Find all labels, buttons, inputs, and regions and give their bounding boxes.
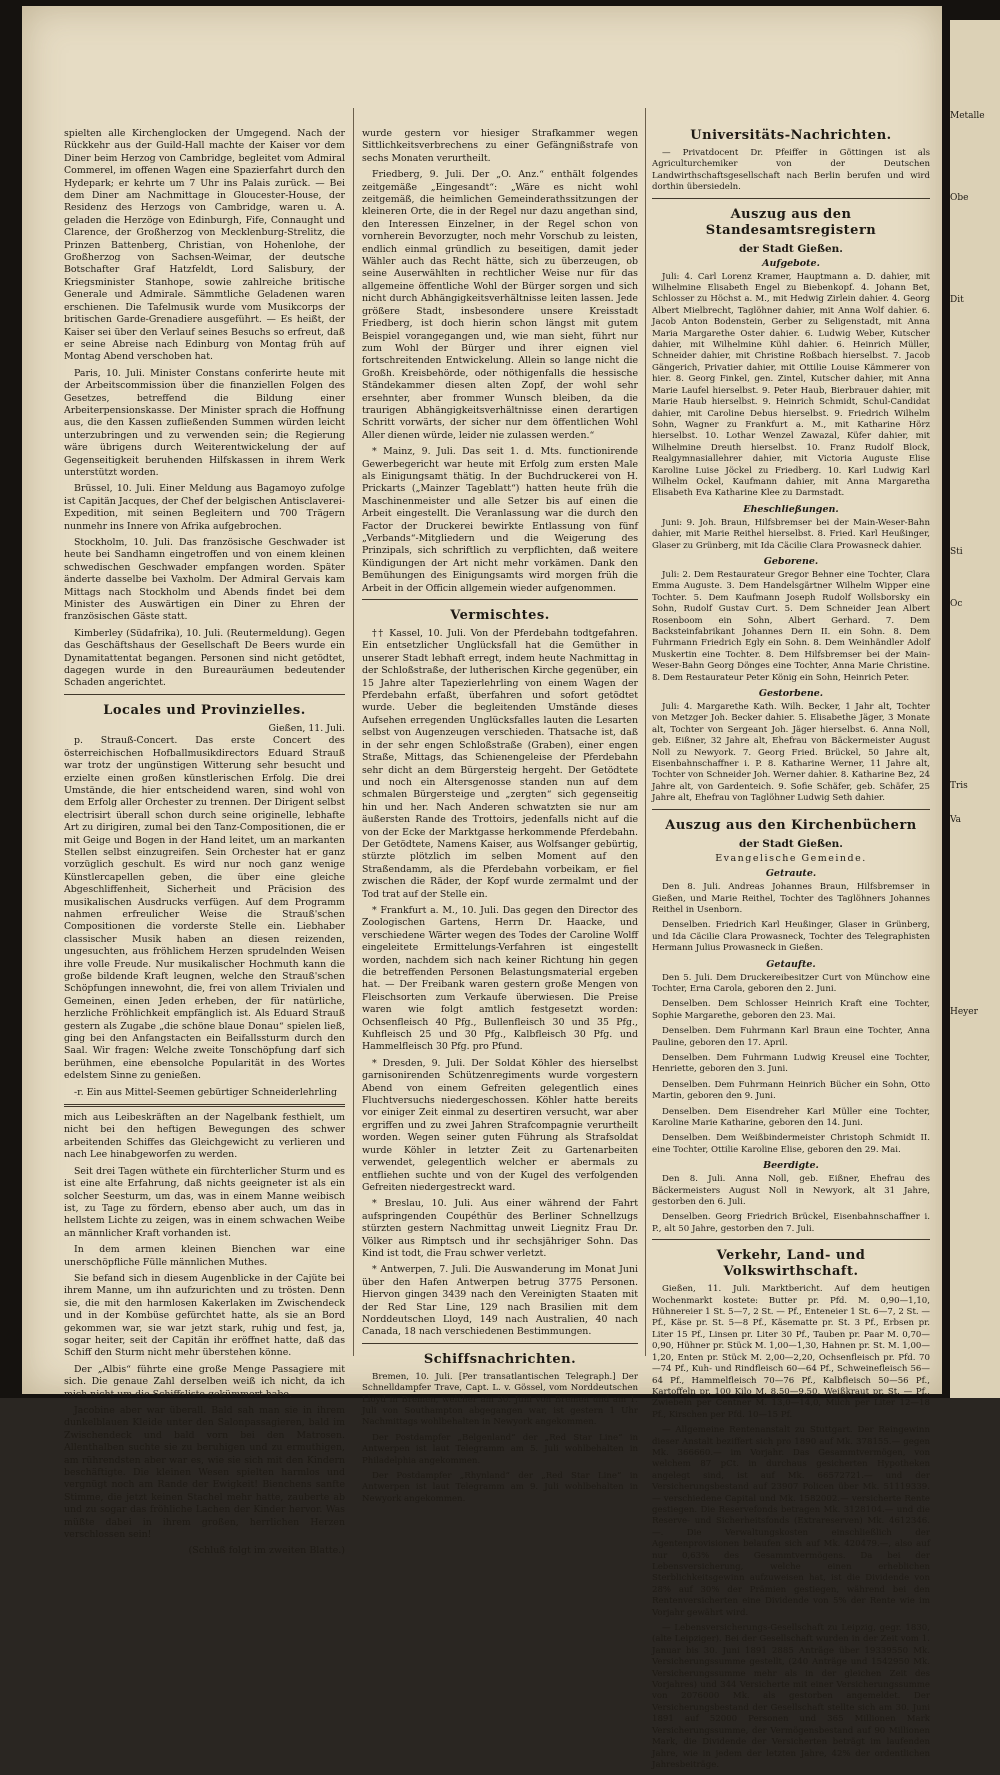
section-heading-locales: Locales und Provinzielles. (103, 702, 306, 718)
church-entry: Denselben. Dem Weißbindermeister Christoph Schmidt II. eine Tochter, Ottilie Karoline Elise, geboren den 29. Mai. (652, 1133, 930, 1155)
feuilleton-paragraph: Sie befand sich in diesem Augenblicke in der Cajüte bei ihrem Manne, um ihn aufzurichten und zu trösten. Denn sie, die mit den harmlosen Kakerlaken im Zwischendeck und in der Kombüse gefürchtet hatte, als sie an Bord gekommen war, sie war jetzt stark, ruhig und fest, ja, sogar heiter, seit der Capitän ihr eröffnet hatte, daß das Schiff den Sturm nicht mehr überstehen könne. (64, 1272, 345, 1359)
article-london-continued: spielten alle Kirchenglocken der Umgegend. Nach der Rückkehr aus der Guild-Hall machte der Kaiser vor dem Diner beim Herzog von Cambridge, begleitet vom Admiral Commerel, im offenen Wagen eine Spazierfahrt durch den Hydepark; er kehrte um 7 Uhr ins Palais zurück. — Bei dem Diner am Nachmittage in Gloucester-House, der Residenz des Herzogs von Cambridge, waren u. A. geladen die Herzöge von Edinburgh, Fife, Connaught und Clarence, der Großherzog von Mecklenburg-Strelitz, die Prinzen Battenberg, Christian, von Hohenlohe, der Großherzog von Sachsen-Weimar, der deutsche Botschafter Graf Hatzfeldt, Lord Salisbury, der Kriegsminister Stanhope, sowie zahlreiche britische Generale und Admirale. Sämmtliche Geladenen waren erschienen. Die Tafelmusik wurde vom Musikcorps der britischen Garde-Grenadiere ausgeführt. — Es heißt, der Kaiser sei über den Verlauf seines Besuchs so erfreut, daß er seine Abreise nach Edinburg von Montag früh auf Montag Abend verschoben hat. (64, 128, 345, 363)
article-paris: Paris, 10. Juli. Minister Constans conferirte heute mit der Arbeitscommission über die finanziellen Folgen des Gesetzes, betreffend die Bildung einer Arbeiterpensionskasse. Der Minister sprach die Hoffnung aus, die den Kassen zufließenden Summen würden leicht unterzubringen und zu verwenden sein; die Regierung wäre übrigens durch Weiterentwickelung der auf Gegenseitigkeit beruhenden Hilfskassen in ihrem Werk unterstützt worden. (64, 367, 345, 478)
feuilleton-paragraph: mich aus Leibeskräften an der Nagelbank festhielt, um nicht bei den heftigen Bewegungen des schwer arbeitenden Schiffes das Gleichgewicht zu verlieren und nach Lee hinabgeworfen zu werden. (64, 1112, 345, 1161)
market-report: Gießen, 11. Juli. Marktbericht. Auf dem heutigen Wochenmarkt kostete: Butter pr. Pfd. M. 0,90—1,10, Hühnereier 1 St. 5—7, 2 St. — Pf., Enteneier 1 St. 6—7, 2 St. — Pf., Käse pr. St. 5—8 Pf., Käsematte pr. St. 3 Pf., Erbsen pr. Liter 15 Pf., Linsen pr. Liter 30 Pf., Tauben pr. Paar M. 0,70—0,90, Hühner pr. Stück M. 1,00—1,30, Hahnen pr. St. M. 1,00—1,20, Enten pr. Stück M. 2,00—2,20, Ochsenfleisch pr. Pfd. 70—74 Pf., Kuh- und Rindfleisch 60—64 Pf., Schweinefleisch 56—64 Pf., Hammelfleisch 70—76 Pf., Kalbfleisch 50—56 Pf., Kartoffeln pr. 100 Kilo M. 8,50—9,50, Weißkraut pr. St. — Pf., Zwiebeln per Centner M. 13,0—14,0, Milch per Liter 12—18 Pf., Kirschen per Pfd. 10—15 Pf. (652, 1284, 930, 1420)
section-heading-schiffsnachrichten: Schiffsnachrichten. (423, 1351, 577, 1367)
divider (64, 694, 345, 695)
article-mainz: * Mainz, 9. Juli. Das seit 1. d. Mts. functionirende Gewerbegericht war heute mit Erfolg zum ersten Male als Einigungsamt thätig. In der Buchdruckerei von H. Prickarts („Mainzer Tageblatt“) hatten heute früh die Maschinenmeister und alle Setzer bis auf einen die Arbeit eingestellt. Die Veranlassung war die durch den Factor der Druckerei bewirkte Entlassung von fünf „Verbands“-Mitgliedern und die Weigerung des Prinzipals, sich schriftlich zu verpflichten, daß weitere Kündigungen der Art nicht mehr vorkämen. Dank den Bemühungen des Einigungsamts wird morgen früh die Arbeit in der Officin allgemein wieder aufgenommen. (362, 446, 638, 594)
fragment-text: Tris (950, 781, 968, 791)
column-middle (362, 128, 638, 1509)
section-heading-universitaet: Universitäts-Nachrichten. (690, 128, 892, 143)
feuilleton-paragraph: Seit drei Tagen wüthete ein fürchterlicher Sturm und es ist eine alte Erfahrung, daß nichts geeigneter ist als ein solcher Seesturm, um das, was in einem Manne weibisch ist, zu Tage zu fördern, ebenso aber auch, um das in hellstem Lichte zu zeigen, was in einem schwachen Weibe an männlicher Kraft vorhanden ist. (64, 1165, 345, 1239)
article-strauss-concert: p. Strauß-Concert. Das erste Concert des österreichischen Hofballmusikdirectors Eduard Strauß war trotz der ungünstigen Witterung sehr besucht und erzielte einen großen künstlerischen Erfolg. Die drei Umstände, die hier entscheidend waren, sind wohl von dem Erfolg aller Orchester zu trennen. Der Dirigent selbst electrisirt überall schon durch seine originelle, lebhafte Art zu dirigiren, zumal bei den Tanz-Compositionen, die er mit Geige und Bogen in der Hand leitet, um an markanten Stellen selbst einzugreifen. Sein Orchester hat er ganz vorzüglich geschult. Es wird nur noch ganz wenige Künstlercapellen geben, die über eine gleiche Abgeschliffenheit, Sicherheit und Präcision des musikalischen Ausdrucks verfügen. Auf dem Programm nahmen erfreulicher Weise die Strauß'schen Compositionen die vorderste Stelle ein. Liebhaber classischer Musik haben an diesen reizenden, ungesuchten, aus fröhlichem Herzen sprudelnden Weisen ihre volle Freude. Nur musikalischer Hochmuth kann die große bildende Kraft leugnen, welche den Strauß'schen Schöpfungen innewohnt, die, frei von allem Trivialen und Gemeinen, einen Jeden erheben, der für natürliche, herzliche Fröhlichkeit empfänglich ist. Als Eduard Strauß gestern als Zugabe „die schöne blaue Donau“ spielen ließ, ging bei den Anfangstacten ein Beifallssturm durch den Saal. Wir fragen: Welche zweite Tonschöpfung darf sich berühmen, eine ebensolche Popularität in des Wortes edelstem Sinne zu genießen. (64, 735, 345, 1082)
fragment-text: Sti (950, 547, 963, 557)
section-subheading: der Stadt Gießen. (739, 837, 843, 850)
article-antwerpen: * Antwerpen, 7. Juli. Die Auswanderung im Monat Juni über den Hafen Antwerpen betrug 3775 Personen. Hiervon gingen 3439 nach den Vereinigten Staaten mit der Red Star Line, 129 nach Brasilien mit dem Norddeutschen Lloyd, 149 nach Australien, 40 nach Canada, 18 nach verschiedenen Bestimmungen. (362, 1264, 638, 1338)
section-subheading: der Stadt Gießen. (739, 242, 843, 255)
business-report: — Allgemeine Rentenanstalt zu Stuttgart. Der Reingewinn dieser Anstalt beziffert sich pro 1890 auf Mk. 378155.— gegen Mk. 366660.— im Vorjahr. Das Gesammtvermögen, von welchem 87 pCt. in durchaus gesicherten Hypotheken angelegt sind, ist auf Mk. 66572721.— und der Versicherungsbestand auf 23907 Policen über Mk. 51119339.— verschiedene Capital und Mk. 1582002.— versicherte Rente gestiegen. Die Reservefonds betragen Mk. 3128104.— und die Reserve- und Sicherheitsfonds (Extrareserven) Mk. 4612346.—. Die Verwaltungskosten einschließlich der Agentenprovisionen belaufen sich auf Mk. 420479.—, also auf nur 0,63% des Gesammtvermögens. Da bei der Lebensversicherung, welche einen erheblichen Sterblichkeitsgewinn aufzuweisen hat, ist die Dividende von 28% auf 30% der Prämien gestiegen, während bei den Rentenversicherten eine Dividende von 5% der Rente wie im Vorjahr gewährt wird. (652, 1425, 930, 1618)
column-left (64, 128, 345, 1558)
divider (362, 599, 638, 600)
church-entry: Den 5. Juli. Dem Druckereibesitzer Curt von Münchow eine Tochter, Erna Carola, geboren den 2. Juni. (652, 972, 930, 994)
section-heading-kirchenbuecher: Auszug aus den Kirchenbüchern (665, 817, 917, 833)
church-entry: Denselben. Dem Schlosser Heinrich Kraft eine Tochter, Sophie Margarethe, geboren den 23. Mai. (652, 999, 930, 1021)
subsection-geborene: Geborene. (763, 555, 819, 567)
article-friedberg: Friedberg, 9. Juli. Der „O. Anz.“ enthält folgendes zeitgemäße „Eingesandt“: „Wäre es nicht wohl zeitgemäß, die heimlichen Gemeinderathssitzungen der kleineren Orte, die in der Regel nur dazu angethan sind, den Interessen Einzelner, in der Regel schon von vornherein Bevorzugter, noch mehr Vorschub zu leisten, endlich einmal gründlich zu beseitigen, damit jeder Wähler auch das Recht hätte, sich zu überzeugen, ob seine Auserwählten in rechtlicher Weise nur für das allgemeine öffentliche Wohl der Bürger sorgen und sich nicht durch Abhängigkeitsverhältnisse leiten lassen. Jede größere Stadt, insbesondere unsere Kreisstadt Friedberg, ist doch hierin schon längst mit gutem Beispiel vorangegangen und, wie man sieht, führt nur zum Wohl der Bürger und ihrer eignen viel fortschreitenden Entwickelung. Allein so lange nicht die Großh. Kreisbehörde, oder nöthigenfalls die hessische Ständekammer diesen alten Zopf, der wohl sehr ersehnter, aber frommer Wunsch bleiben, da die traurigen Abhängigkeitsverhältnisse einen derartigen Schritt vorwärts, der sicher nur dem öffentlichen Wohl Aller dienen würde, leider nie zulassen werden.“ (362, 169, 638, 441)
fragment-text: Oc (950, 599, 963, 609)
article-bruessel: Brüssel, 10. Juli. Einer Meldung aus Bagamoyo zufolge ist Capitän Jacques, der Chef der belgischen Antisclaverei-Expedition, mit seinen Begleitern und 700 Trägern nunmehr ins Innere von Afrika aufgebrochen. (64, 483, 345, 532)
column-rule-left (353, 108, 354, 1356)
church-entry: Den 8. Juli. Anna Noll, geb. Eißner, Ehefrau des Bäckermeisters August Noll in Newyork, alt 31 Jahre, gestorben den 6. Juli. (652, 1174, 930, 1208)
divider (362, 1343, 638, 1344)
subsection-gestorbene: Gestorbene. (758, 688, 824, 700)
church-entry: Denselben. Georg Friedrich Brückel, Eisenbahnschaffner i. P., alt 50 Jahre, gestorben den 7. Juli. (652, 1212, 930, 1234)
feuilleton-paragraph: Der „Albis“ führte eine große Menge Passagiere mit sich. Die genaue Zahl derselben weiß ich nicht, da ich mich nicht um die Schiffsliste gekümmert habe. (64, 1363, 345, 1400)
article-schneiderlehrling: -r. Ein aus Mittel-Seemen gebürtiger Schneiderlehrling (74, 1086, 337, 1098)
article-university: — Privatdocent Dr. Pfeiffer in Göttingen ist als Agriculturchemiker von der Deutschen Landwirthschaftsgesellschaft nach Berlin berufen und wird dorthin übersiedeln. (652, 148, 930, 193)
divider (652, 809, 930, 810)
article-kassel: †† Kassel, 10. Juli. Von der Pferdebahn todtgefahren. Ein entsetzlicher Unglücksfall hat die Gemüther in unserer Stadt lebhaft erregt, indem heute Nachmittag in der Schloßstraße, der lutherischen Kirche gegenüber, ein 15 Jahre alter Tapezierlehrling von einem Wagen der Pferdebahn erfaßt, überfahren und sofort getödtet wurde. Ueber die begleitenden Umstände dieses Aufsehen erregenden Unglücksfalles lauten die Lesarten selbst von Augenzeugen verschieden. Thatsache ist, daß in der sehr engen Schloßstraße (Graben), einer engen Straße, Mittags, das Schienengeleise der Pferdebahn sehr dicht an dem Bürgersteig hergeht. Der Getödtete und noch ein Altersgenosse standen nun auf dem schmalen Bürgersteige und „zergten“ sich gegenseitig hin und her. Nach Anderen schwatzten sie nur am äußersten Rande des Trottoirs, jedenfalls nicht auf die von der Ecke der Marktgasse herkommende Pferdebahn. Der Getödtete, Namens Kaiser, aus Wolfsanger gebürtig, stürzte plötzlich im selben Moment auf den Straßendamm, als die Pferdebahn vorbeikam, er fiel zwischen die Räder, der Kopf wurde zermalmt und der Tod trat auf der Stelle ein. (362, 628, 638, 900)
article-dresden: * Dresden, 9. Juli. Der Soldat Köhler des hierselbst garnisonirenden Schützenregiments wurde vorgestern Abend von einem Gefreiten gelegentlich eines Fluchtversuchs niedergeschossen. Köhler hatte bereits vor einiger Zeit einmal zu desertiren versucht, war aber ergriffen und zu zwei Jahren Strafcompagnie verurtheilt worden. Wegen seiner guten Führung als Strafsoldat wurde Köhler in letzter Zeit zu Gartenarbeiten verwendet, gelegentlich welcher er abermals zu entfliehen suchte und von der Kugel des verfolgenden Gefreiten niedergestreckt ward. (362, 1057, 638, 1193)
divider (652, 198, 930, 199)
article-stockholm: Stockholm, 10. Juli. Das französische Geschwader ist heute bei Sandhamn eingetroffen und von einem kleinen schwedischen Geschwader empfangen worden. Später änderte dasselbe bei Vaxholm. Der Admiral Gervais kam Mittags nach Stockholm und Abends findet bei dem Minister des Auswärtigen ein Diner zu Ehren der französischen Gäste statt. (64, 537, 345, 623)
shipping-report: Der Postdampfer „Belgenland“ der „Red Star Line“ in Antwerpen ist laut Telegramm am 5. Juli wohlbehalten in Philadelphia angekommen. (362, 1432, 638, 1466)
feuilleton-divider (64, 1104, 345, 1107)
article-kimberley: Kimberley (Südafrika), 10. Juli. (Reutermeldung). Gegen das Geschäftshaus der Gesellschaft De Beers wurde ein Dynamitattentat begangen. Personen sind nicht getödtet, dagegen wurde in den Bureauräumen bedeutender Schaden angerichtet. (64, 627, 345, 689)
dateline-giessen: Gießen, 11. Juli. (268, 722, 345, 734)
article-breslau: * Breslau, 10. Juli. Aus einer während der Fahrt aufspringenden Coupéthür des Berliner Schnellzugs stürzten gestern Nachmittag unweit Liegnitz Frau Dr. Völker aus Rimptsch und ihr sechsjähriger Sohn. Das Kind ist todt, die Frau schwer verletzt. (362, 1198, 638, 1259)
fragment-text: Metalle (950, 111, 985, 121)
feuilleton-paragraph: In dem armen kleinen Bienchen war eine unerschöpfliche Fülle männlichen Muthes. (64, 1244, 345, 1268)
church-entry: Den 8. Juli. Andreas Johannes Braun, Hilfsbremser in Gießen, und Marie Reithel, Tochter des Taglöhners Johannes Reithel in Usenborn. (652, 882, 930, 915)
church-entry: Denselben. Dem Fuhrmann Heinrich Bücher ein Sohn, Otto Martin, geboren den 9. Juni. (652, 1079, 930, 1102)
register-geborene: Juli: 2. Dem Restaurateur Gregor Behner eine Tochter, Clara Emma Auguste. 3. Dem Handelsgärtner Wilhelm Wipper eine Tochter. 5. Dem Kaufmann Joseph Rudolf Wollsborsky ein Sohn, Rudolf Gustav Curt. 5. Dem Schneider Jean Albert Rosenboom ein Sohn, Albert Gerhard. 7. Dem Backsteinfabrikant Johannes Dern II. ein Sohn. 8. Dem Fuhrmann Friedrich Egly ein Sohn. 8. Dem Weinhändler Adolf Muskertin eine Tochter. 8. Dem Hilfsbremser bei der Main-Weser-Bahn Georg Dönges eine Tochter, Anna Marie Christine. 8. Dem Restaurateur Peter König ein Sohn, Heinrich Peter. (652, 569, 930, 683)
column-right (652, 128, 930, 1775)
subsection-aufgebote: Aufgebote. (762, 257, 820, 269)
continued-note: (Schluß folgt im zweiten Blatte.) (188, 1545, 345, 1557)
subsection-getraute: Getraute. (765, 868, 817, 880)
section-heading-verkehr: Verkehr, Land- und Volkswirthschaft. (716, 1248, 866, 1280)
register-gestorbene: Juli: 4. Margarethe Kath. Wilh. Becker, 1 Jahr alt, Tochter von Metzger Joh. Becker dahier. 5. Elisabethe Jäger, 3 Monate alt, Tochter von Sergeant Joh. Jäger hierselbst. 6. Anna Noll, geb. Eißner, 32 Jahre alt, Ehefrau von Bäckermeister August Noll zu Newyork. 7. Georg Fried. Brückel, 50 Jahre alt, Eisenbahnschaffner i. P. 8. Katharine Werner, 11 Jahre alt, Tochter von Schneider Joh. Werner dahier. 8. Katharine Bez, 24 Jahre alt, von Gardenteich. 9. Sofie Schäfer, geb. Schäfer, 25 Jahre alt, Ehefrau von Taglöhner Ludwig Seth dahier. (652, 702, 930, 804)
section-heading-vermischtes: Vermischtes. (450, 608, 550, 624)
fragment-text: Dit (950, 295, 964, 305)
business-report: — Lebensversicherungs-Gesellschaft zu Leipzig, gegr. 1830, (alte Leipziger). Bei der Gesellschaft wurden in der Zeit vom 1. Januar bis 30. Juni 1891 2885 Anträge über 19339550 Mk. Versicherungssumme gestellt, (240 Anträge und 1542950 Mk. Versicherungssumme mehr als in der gleichen Zeit des Vorjahres) und 344 Versicherte mit einer Versicherungssumme von 2076000 Mk. als gestorben angemeldet. Der Versicherungsbestand der Gesellschaft stellte sich am 30. Juni 1891 auf 52000 Personen und 365 Millionen Mark Versicherungssumme, der Vermögensbestand auf 90 Millionen Mark, die Dividende der Versicherten beträgt im laufenden Jahre, wie in jedem der letzten Jahre, 42% der ordentlichen Jahresbeiträge. (652, 1623, 930, 1770)
fragment-text: Obe (950, 193, 969, 203)
register-aufgebote: Juli: 4. Carl Lorenz Kramer, Hauptmann a. D. dahier, mit Wilhelmine Elisabeth Engel zu Biebenkopf. 4. Johann Bet, Schlosser zu Höchst a. M., mit Hedwig Zirlein dahier. 4. Georg Albert Mielbrecht, Taglöhner dahier, mit Anna Wolf dahier. 6. Jacob Anton Bodenstein, Gerber zu Seligenstadt, mit Anna Maria Margarethe Oster dahier. 6. Ludwig Weber, Kutscher dahier, mit Wilhelmine Kühl dahier. 6. Heinrich Müller, Schneider dahier, mit Christine Roßbach hierselbst. 7. Jacob Gängerich, Privatier dahier, mit Ottilie Louise Kämmerer von hier. 8. Georg Finkel, gen. Zintel, Kutscher dahier, mit Anna Marie Laufel hierselbst. 9. Peter Haub, Bierbrauer dahier, mit Marie Haub hierselbst. 9. Heinrich Schmidt, Schul-Candidat dahier, mit Caroline Debus hierselbst. 9. Friedrich Wilhelm Sohn, Wagner zu Frankfurt a. M., mit Katharine Hörz hierselbst. 10. Lothar Wenzel Zawazal, Küfer dahier, mit Wilhelmine Dreuth hierselbst. 10. Franz Rudolf Block, Realgymnasiallehrer dahier, mit Victoria Auguste Elise Karoline Luise Jöckel zu Friedberg. 10. Karl Ludwig Karl Wilhelm Ockel, Kaufmann dahier, mit Anna Margaretha Elisabeth Eva Katharine Klee zu Darmstadt. (652, 271, 930, 499)
feuilleton-paragraph: Jacobine aber war überall. Bald sah man sie in ihrem dunkelblauen Kleide unter den Salonpassagieren, bald im Zwischendeck und bald vorn bei den Matrosen. Allenthalben suchte sie zu beruhigen und zu ermuthigen, am rührendsten aber war es, wie sie sich mit den Kindern beschäftigte. Die kleinen Wesen spielten harmlos und vergnügt noch am Rande der Ewigkeit! Bienchens sanfte Stimme, die jetzt keinen Stachel mehr hatte, zauberte ab und zu sogar das fröhliche Lachen der Kinder hervor. Was müßte dabei in ihrem großen, herrlichen Herzen verschlossen sein! (64, 1405, 345, 1541)
shipping-report: Der Postdampfer „Rhynland“ der „Red Star Line“ in Antwerpen ist laut Telegramm am 9. Juli wohlbehalten in Newyork angekommen. (362, 1471, 638, 1504)
article-court-continued: wurde gestern vor hiesiger Strafkammer wegen Sittlichkeitsverbrechens zu einer Gefängnißstrafe von sechs Monaten verurtheilt. (362, 128, 638, 164)
congregation-label: Evangelische Gemeinde. (715, 852, 867, 864)
church-entry: Denselben. Dem Fuhrmann Ludwig Kreusel eine Tochter, Henriette, geboren den 3. Juni. (652, 1052, 930, 1075)
subsection-getaufte: Getaufte. (766, 958, 816, 970)
church-entry: Denselben. Dem Fuhrmann Karl Braun eine Tochter, Anna Pauline, geboren den 17. April. (652, 1026, 930, 1048)
church-entry: Denselben. Dem Eisendreher Karl Müller eine Tochter, Karoline Marie Katharine, geboren den 14. Juni. (652, 1106, 930, 1128)
section-heading-standesamt: Auszug aus den Standesamtsregistern (705, 206, 877, 238)
divider (652, 1239, 930, 1240)
church-entry: Denselben. Friedrich Karl Heußinger, Glaser in Grünberg, und Ida Cäcilie Clara Prowasneck, Tochter des Telegraphisten Hermann Julius Prowasneck in Gießen. (652, 920, 930, 954)
column-rule-right (645, 108, 646, 1356)
fragment-text: Heyer (950, 1007, 978, 1017)
subsection-beerdigte: Beerdigte. (763, 1160, 819, 1172)
register-eheschliessungen: Juni: 9. Joh. Braun, Hilfsbremser bei der Main-Weser-Bahn dahier, mit Marie Reithel hierselbst. 8. Fried. Karl Heußinger, Glaser zu Grünberg, mit Ida Cäcilie Clara Prowasneck dahier. (652, 517, 930, 551)
article-frankfurt: * Frankfurt a. M., 10. Juli. Das gegen den Director des Zoologischen Gartens, Herrn Dr. Haacke, und verschiedene Wärter wegen des Todes der Caroline Wolff eingeleitete Ermittelungs-Verfahren ist eingestellt worden, nachdem sich nach keiner Richtung hin gegen die betreffenden Personen Belastungsmaterial ergeben hat. — Der Freibank waren gestern große Mengen von Fleischsorten zum Verkaufe überwiesen. Die Preise waren wie folgt amtlich festgesetzt worden: Ochsenfleisch 40 Pfg., Bullenfleisch 30 und 35 Pfg., Kuhfleisch 25 und 30 Pfg., Kalbfleisch 30 Pfg. und Hammelfleisch 30 Pfg. pro Pfund. (362, 904, 638, 1053)
adjacent-page-fragment (950, 20, 1000, 1398)
shipping-report: Bremen, 10. Juli. [Per transatlantischen Telegraph.] Der Schnelldampfer Trave, Capt. L. v. Gössel, vom Norddeutschen Lloyd in Bremen, welcher am 30. Juni von Bremen und am 1. Juli von Southampton abgegangen war, ist gestern 1 Uhr Nachmittags wohlbehalten in Newyork angekommen. (362, 1371, 638, 1428)
subsection-eheschliessungen: Eheschließungen. (743, 503, 839, 515)
fragment-text: Va (950, 815, 962, 825)
